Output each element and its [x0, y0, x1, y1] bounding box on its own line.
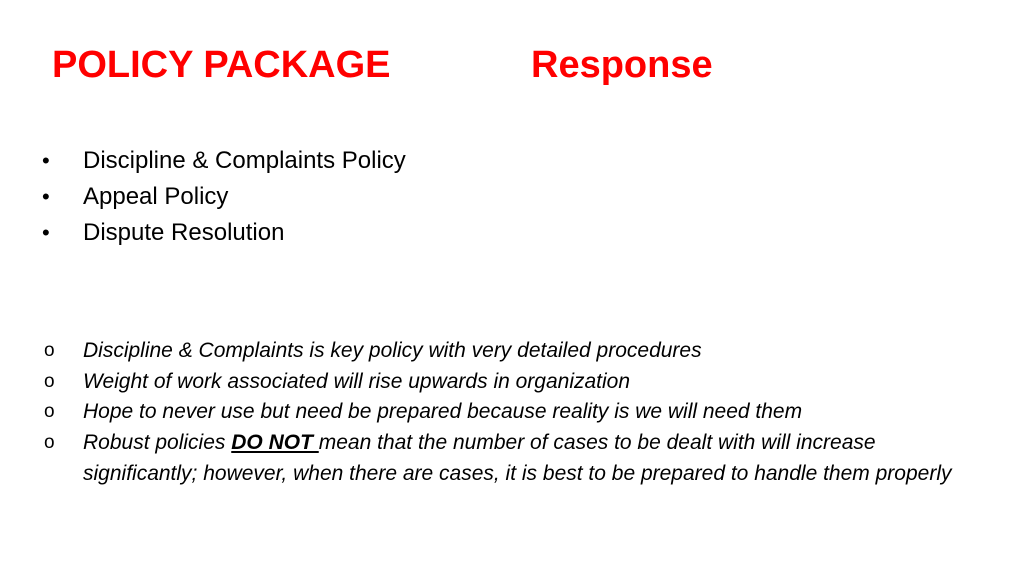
note-item: [44, 367, 984, 398]
circle-bullet-marker: o: [44, 401, 55, 423]
note-text: Weight of work associated will rise upwards in organization: [83, 369, 631, 393]
list-item-label: Appeal Policy: [83, 183, 229, 210]
page-title: POLICY PACKAGE: [52, 44, 391, 86]
circle-bullet-marker: o: [44, 340, 55, 361]
bullet-marker: •: [42, 184, 50, 209]
list-item: [42, 179, 406, 215]
note-item: [44, 397, 984, 428]
note-emphasis: DO NOT: [231, 431, 319, 455]
response-notes-list: [44, 336, 984, 490]
list-item-label: Discipline & Complaints Policy: [83, 147, 406, 174]
note-text: Discipline & Complaints is key policy with very detailed procedures: [83, 339, 702, 362]
page-subtitle-response: Response: [531, 44, 713, 86]
list-item: [42, 143, 406, 179]
note-text: Hope to never use but need be prepared because reality is we will need them: [83, 400, 803, 424]
note-text-before: Robust policies: [83, 431, 232, 455]
list-item: [42, 215, 406, 251]
circle-bullet-marker: o: [44, 432, 55, 454]
bullet-marker: •: [42, 220, 50, 245]
list-item-label: Dispute Resolution: [83, 219, 285, 246]
note-text-after: mean that the number of cases to be dealt with will increase significantly; however, when there are cases, it is best to be prepared to handle them properly: [83, 431, 952, 485]
circle-bullet-marker: o: [44, 370, 55, 392]
policy-bullet-list: [42, 143, 406, 251]
bullet-marker: •: [42, 148, 50, 173]
note-item: [44, 428, 984, 489]
note-item: [44, 336, 984, 367]
